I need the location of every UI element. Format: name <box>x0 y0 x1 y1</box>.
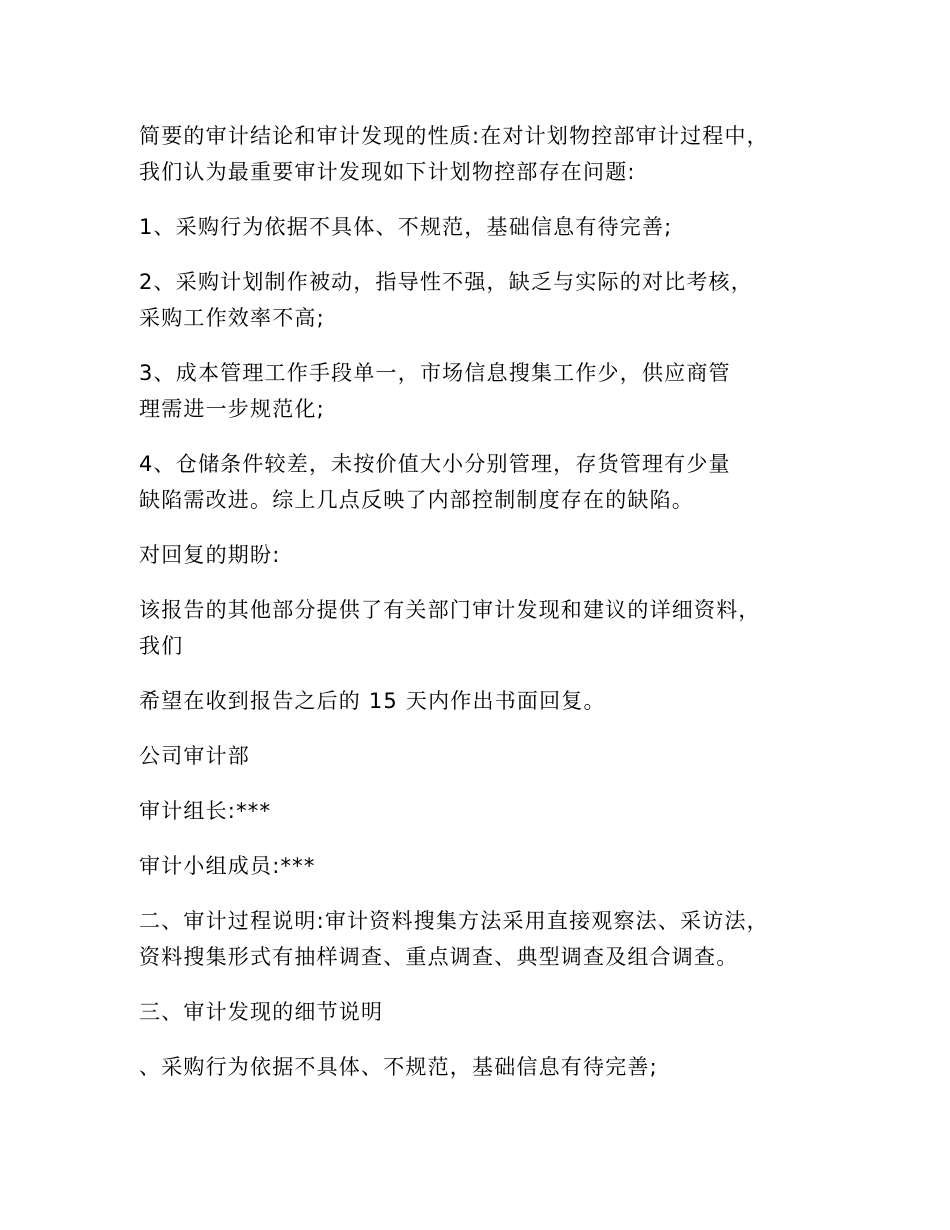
paragraph-team-leader <box>139 793 839 829</box>
text-line: 资料搜集形式有抽样调查、重点调查、典型调查及组合调查。 <box>139 945 739 969</box>
text-line: 三、审计发现的细节说明 <box>139 1000 384 1024</box>
paragraph-item-3 <box>139 355 839 427</box>
paragraph-department <box>139 738 839 774</box>
paragraph-section-2 <box>139 903 839 975</box>
text-line: 简要的审计结论和审计发现的性质:在对计划物控部审计过程中， <box>139 124 769 148</box>
paragraph-item-4 <box>139 446 839 518</box>
paragraph-reply-deadline <box>139 683 839 719</box>
paragraph-report-details <box>139 592 839 664</box>
text-line: 我们 <box>139 634 184 658</box>
paragraph-item-2 <box>139 264 839 336</box>
text-line: 采购工作效率不高; <box>139 306 325 330</box>
text-line: 3、成本管理工作手段单一，市场信息搜集工作少，供应商管 <box>139 361 731 385</box>
paragraph-section-3-heading <box>139 994 839 1030</box>
text-line: 审计小组成员:*** <box>139 854 316 878</box>
paragraph-section-3-item <box>139 1049 839 1085</box>
text-line: 希望在收到报告之后的 15 天内作出书面回复。 <box>139 689 606 713</box>
text-line: 理需进一步规范化; <box>139 397 325 421</box>
text-line: 缺陷需改进。综上几点反映了内部控制制度存在的缺陷。 <box>139 488 694 512</box>
text-line: 该报告的其他部分提供了有关部门审计发现和建议的详细资料， <box>139 598 761 622</box>
paragraph-team-members <box>139 848 839 884</box>
text-line: 4、仓储条件较差，未按价值大小分别管理，存货管理有少量 <box>139 452 731 476</box>
text-line: 2、采购计划制作被动，指导性不强，缺乏与实际的对比考核， <box>139 270 753 294</box>
paragraph-reply-expectation-heading <box>139 537 839 573</box>
text-line: 对回复的期盼: <box>139 543 281 567</box>
text-line: 我们认为最重要审计发现如下计划物控部存在问题: <box>139 160 636 184</box>
paragraph-item-1 <box>139 209 839 245</box>
document-body <box>139 118 839 1104</box>
text-line: 审计组长:*** <box>139 799 272 823</box>
paragraph-summary <box>139 118 839 190</box>
text-line: 1、采购行为依据不具体、不规范，基础信息有待完善; <box>139 215 673 239</box>
text-line: 二、审计过程说明:审计资料搜集方法采用直接观察法、采访法， <box>139 909 769 933</box>
text-line: 公司审计部 <box>139 744 250 768</box>
text-line: 、采购行为依据不具体、不规范，基础信息有待完善; <box>139 1055 658 1079</box>
